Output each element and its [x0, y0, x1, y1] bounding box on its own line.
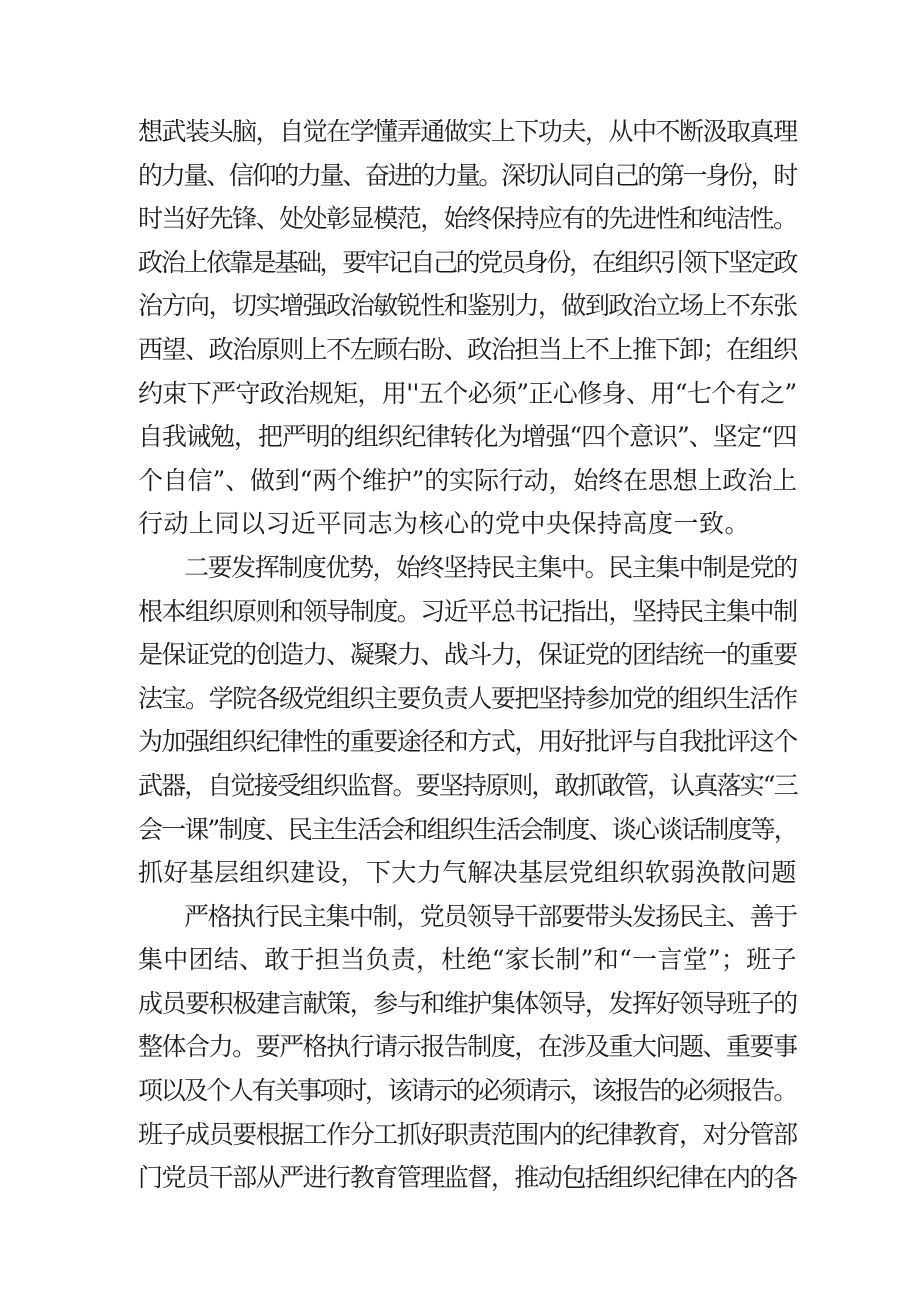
text-line: 政治上依靠是基础，要牢记自己的党员身份，在组织引领下坚定政 [138, 247, 797, 277]
text-line: 想武装头脑，自觉在学懂弄通做实上下功夫，从中不断汲取真理 [138, 117, 797, 146]
text-line: 班子成员要根据工作分工抓好职责范围内的纪律教育，对分管部 [138, 1119, 797, 1149]
text-line: 严格执行民主集中制，党员领导干部要带头发扬民主、善于 [184, 901, 797, 931]
text-line: 治方向，切实增强政治敏锐性和鉴别力，做到政治立场上不东张 [138, 291, 797, 321]
text-line: 时当好先锋、处处彰显模范，始终保持应有的先进性和纯洁性。 [138, 204, 797, 234]
text-line: 门党员干部从严进行教育管理监督，推动包括组织纪律在内的各 [138, 1163, 797, 1193]
text-line: 项以及个人有关事项时，该请示的必须请示，该报告的必须报告。 [138, 1076, 797, 1106]
text-line: 为加强组织纪律性的重要途径和方式，用好批评与自我批评这个 [138, 727, 797, 757]
text-line: 行动上同以习近平同志为核心的党中央保持高度一致。 [138, 509, 751, 539]
text-line: 是保证党的创造力、凝聚力、战斗力，保证党的团结统一的重要 [138, 640, 797, 670]
text-line: 成员要积极建言献策，参与和维护集体领导，发挥好领导班子的 [138, 988, 797, 1018]
text-line: 根本组织原则和领导制度。习近平总书记指出，坚持民主集中制 [138, 596, 797, 626]
text-line: 集中团结、敢于担当负责，杜绝“家长制”和“一言堂”；班子 [138, 945, 797, 975]
text-line: 西望、政治原则上不左顾右盼、政治担当上不上推下卸；在组织 [138, 334, 797, 364]
body-text [138, 110, 798, 1200]
text-line: 自我诫勉，把严明的组织纪律转化为增强“四个意识”、坚定“四 [138, 422, 797, 452]
text-line: 约束下严守政治规矩，用''五个必须”正心修身、用“七个有之” [138, 378, 797, 408]
text-line: 法宝。学院各级党组织主要负责人要把坚持参加党的组织生活作 [138, 683, 797, 713]
text-line: 的力量、信仰的力量、奋进的力量。深切认同自己的第一身份，时 [138, 160, 797, 190]
text-line: 整体合力。要严格执行请示报告制度，在涉及重大问题、重要事 [138, 1032, 797, 1062]
text-line: 个自信”、做到“两个维护”的实际行动，始终在思想上政治上 [138, 465, 797, 495]
text-line: 武器，自觉接受组织监督。要坚持原则，敢抓敢管，认真落实“三 [138, 770, 797, 800]
text-line: 会一课”制度、民主生活会和组织生活会制度、谈心谈话制度等， [138, 814, 797, 844]
text-line: 抓好基层组织建设，下大力气解决基层党组织软弱涣散问题 [138, 858, 797, 888]
text-line: 二要发挥制度优势，始终坚持民主集中。民主集中制是党的 [184, 552, 797, 582]
